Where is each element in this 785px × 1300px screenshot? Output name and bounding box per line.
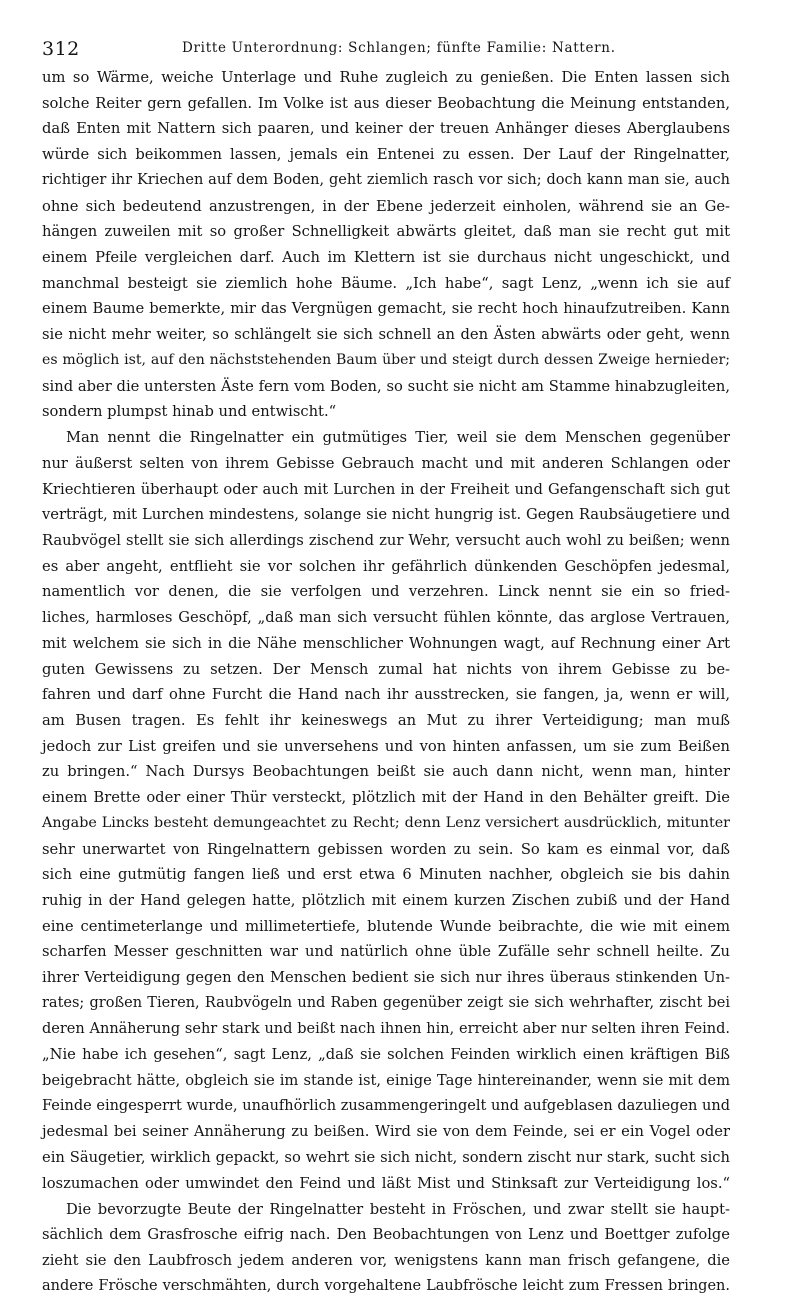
text-line: manchmal besteigt sie ziemlich hohe Bäume. „Ich habe“, sagt Lenz, „wenn ich sie auf	[42, 274, 730, 292]
text-line: Raubvögel stellt sie sich allerdings zischend zur Wehr, versucht auch wohl zu beißen; wenn	[42, 531, 730, 549]
text-line: Kriechtieren überhaupt oder auch mit Lurchen in der Freiheit und Gefangenschaft sich gut	[42, 480, 730, 498]
text-line: hängen zuweilen mit so großer Schnelligkeit abwärts gleitet, daß man sie recht gut mit	[42, 223, 730, 241]
text-line: am Busen tragen. Es fehlt ihr keineswegs an Mut zu ihrer Verteidigung; man muß	[42, 711, 730, 729]
text-line: einem Brette oder einer Thür versteckt, plötzlich mit der Hand in den Behälter greift. Die	[42, 789, 730, 807]
text-line: richtiger ihr Kriechen auf dem Boden, geht ziemlich rasch vor sich; doch kann man sie, auch	[42, 171, 730, 188]
text-line: sind aber die untersten Äste fern vom Boden, so sucht sie nicht am Stamme hinabzugleiten,	[42, 377, 730, 395]
text-line: jedesmal bei seiner Annäherung zu beißen. Wird sie von dem Feinde, sei er ein Vogel oder	[42, 1123, 730, 1141]
text-line: loszumachen oder umwindet den Feind und läßt Mist und Stinksaft zur Verteidigung los.“	[42, 1174, 730, 1192]
text-line: sich eine gutmütig fangen ließ und erst etwa 6 Minuten nachher, obgleich sie bis dahin	[42, 866, 730, 884]
text-line: ihrer Verteidigung gegen den Menschen bedient sie sich nur ihres überaus stinkenden Un-	[42, 969, 730, 987]
text-line: um so Wärme, weiche Unterlage und Ruhe zugleich zu genießen. Die Enten lassen sich	[42, 69, 730, 86]
body-text	[42, 65, 730, 1300]
text-line: würde sich beikommen lassen, jemals ein Entenei zu essen. Der Lauf der Ringelnatter,	[42, 146, 730, 164]
text-line: jedoch zur List greifen und sie unversehens und von hinten anfassen, um sie zum Beißen	[42, 737, 730, 755]
text-line: „Nie habe ich gesehen“, sagt Lenz, „daß sie solchen Feinden wirklich einen kräftigen Biß	[42, 1046, 730, 1064]
text-line: nur äußerst selten von ihrem Gebisse Gebrauch macht und mit anderen Schlangen oder	[42, 454, 730, 472]
text-line: beigebracht hätte, obgleich sie im stande ist, einige Tage hintereinander, wenn sie mit dem	[42, 1072, 730, 1090]
text-line: sächlich dem Grasfrosche eifrig nach. Den Beobachtungen von Lenz und Boettger zufolge	[42, 1226, 730, 1244]
text-line: sondern plumpst hinab und entwischt.“	[42, 403, 337, 421]
text-line: zu bringen.“ Nach Dursys Beobachtungen beißt sie auch dann nicht, wenn man, hinter	[42, 763, 730, 781]
text-line: mit welchem sie sich in die Nähe menschlicher Wohnungen wagt, auf Rechnung einer Art	[42, 634, 730, 652]
page-number: 312	[42, 38, 80, 60]
text-line: deren Annäherung sehr stark und beißt nach ihnen hin, erreicht aber nur selten ihren Feind.	[42, 1020, 730, 1037]
text-line: Feinde eingesperrt wurde, unaufhörlich zusammengeringelt und aufgeblasen dazuliegen und	[42, 1097, 730, 1114]
text-line: namentlich vor denen, die sie verfolgen und verzehren. Linck nennt sie ein so fried-	[42, 583, 730, 601]
text-line: ruhig in der Hand gelegen hatte, plötzlich mit einem kurzen Zischen zubiß und der Hand	[42, 892, 730, 909]
text-line: Die bevorzugte Beute der Ringelnatter besteht in Fröschen, und zwar stellt sie haupt-	[66, 1200, 730, 1218]
text-line: daß Enten mit Nattern sich paaren, und keiner der treuen Anhänger dieses Aberglaubens	[42, 120, 730, 138]
text-line: Angabe Lincks besteht demungeachtet zu Recht; denn Lenz versichert ausdrücklich, mitunter	[42, 814, 730, 831]
text-line: fahren und darf ohne Furcht die Hand nach ihr ausstrecken, sie fangen, ja, wenn er will,	[42, 686, 730, 704]
text-line: es möglich ist, auf den nächststehenden Baum über und steigt durch dessen Zweige hernieder;	[42, 351, 730, 368]
text-line: andere Frösche verschmähten, durch vorgehaltene Laubfrösche leicht zum Fressen bringen.	[42, 1277, 730, 1294]
running-head: Dritte Unterordnung: Schlangen; fünfte Familie: Nattern.	[182, 40, 616, 56]
text-line: Man nennt die Ringelnatter ein gutmütiges Tier, weil sie dem Menschen gegenüber	[66, 429, 730, 447]
text-line: einem Pfeile vergleichen darf. Auch im Klettern ist sie durchaus nicht ungeschickt, und	[42, 249, 730, 267]
text-line: guten Gewissens zu setzen. Der Mensch zumal hat nichts von ihrem Gebisse zu be-	[42, 660, 730, 678]
page-header	[42, 32, 730, 62]
text-line: scharfen Messer geschnitten war und natürlich ohne üble Zufälle sehr schnell heilte. Zu	[42, 943, 730, 961]
text-line: sie nicht mehr weiter, so schlängelt sie sich schnell an den Ästen abwärts oder geht, wenn	[42, 326, 730, 344]
text-line: eine centimeterlange und millimetertiefe, blutende Wunde beibrachte, die wie mit einem	[42, 917, 730, 935]
text-line: zieht sie den Laubfrosch jedem anderen vor, wenigstens kann man frisch gefangene, die	[42, 1252, 730, 1270]
text-line: einem Baume bemerkte, mir das Vergnügen gemacht, sie recht hoch hinaufzutreiben. Kann	[42, 300, 730, 318]
text-line: ohne sich bedeutend anzustrengen, in der Ebene jederzeit einholen, während sie an Ge-	[42, 197, 730, 215]
book-page	[42, 32, 730, 1294]
text-line: verträgt, mit Lurchen mindestens, solange sie nicht hungrig ist. Gegen Raubsäugetiere und	[42, 506, 730, 524]
text-line: es aber angeht, entflieht sie vor solchen ihr gefährlich dünkenden Geschöpfen jedesmal,	[42, 557, 730, 575]
text-line: sehr unerwartet von Ringelnattern gebissen worden zu sein. So kam es einmal vor, daß	[42, 840, 730, 858]
text-line: ein Säugetier, wirklich gepackt, so wehrt sie sich nicht, sondern zischt nur stark, sucht sich	[42, 1149, 730, 1167]
text-line: solche Reiter gern gefallen. Im Volke ist aus dieser Beobachtung die Meinung entstanden,	[42, 94, 730, 112]
text-line: rates; großen Tieren, Raubvögeln und Raben gegenüber zeigt sie sich wehrhafter, zischt bei	[42, 994, 730, 1011]
text-line: liches, harmloses Geschöpf, „daß man sich versucht fühlen könnte, das arglose Vertrauen,	[42, 609, 730, 627]
